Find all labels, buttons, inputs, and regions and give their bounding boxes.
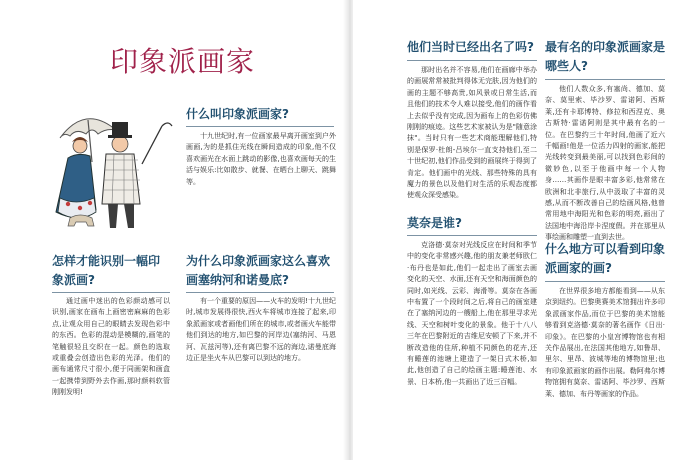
heading-most-famous-painters: 最有名的印象派画家是哪些人? [545,40,666,73]
heading-what-is-impressionist: 什么叫印象派画家? [186,107,289,121]
paragraph-how-to-identify: 通过画中迷出的色彩颜动感可以识别,画家在画布上画密密麻麻的色彩点,让观众用自己的眼睛去发现色彩中的东西。色彩的混动是模糊的,画笔的笔触很轻且交织在一起。颜色的选取或重叠会创造出色彩的光泽。他们的画布通常尺寸很小,便于同画架和画盒一起携带到野外去作画,那时颜料软管刚刚发明! [52,297,170,397]
heading-underline [52,292,170,293]
heading-underline [407,235,537,236]
gentleman-coat [102,154,140,204]
paragraph-most-famous-painters: 他们人数众多,有塞尚、德加、莫奈、莫里索、毕沙罗、雷诺阿、西斯莱,还有卡耶博特、修拉和西涅克、奥古斯特·雷诺阿则是其中最有名的一位。在巴黎约三十年时间,他画了近六千幅画!他是一位活力四射的画家,能把光线转变到最美丽,可以找到色彩间的微妙色,以至于他画中每一个人物身……其画作是眼丰富多彩,他常常在欧洲和北非旅行,从中汲取了丰富的灵感,从而不断改善自己的绘画风格,他曾常用地中海阳光和色彩的明亮,画出了法国地中海沿岸卡涅度假。并在那里从事绘画和雕塑一直到去世。 [545,85,665,242]
top-hat [112,122,128,136]
right-page [353,0,700,460]
heading-were-they-famous: 他们当时已经出名了吗? [407,40,534,54]
heading-underline [407,60,537,61]
heading-where-to-see: 什么地方可以看到印象派画家的画? [545,242,666,275]
left-page [0,0,347,460]
heading-underline [545,79,665,80]
heading-why-seine-normandy: 为什么印象派画家这么喜欢画塞纳河和诺曼底? [186,254,331,287]
walking-cane [142,126,162,164]
paragraph-what-is-impressionist: 十九世纪时,有一位画家最早离开画室到户外画画,为的是抓住光线在瞬间造成的印象,他不仅喜欢画光在水面上跳动的影像,也喜欢画每天的生活与娱乐:比如散步、就餐、在晒台上聊天、跳舞等。 [186,132,336,186]
heading-underline [186,292,334,293]
page-title: 印象派画家 [110,45,256,78]
heading-who-is-monet: 莫奈是谁? [407,216,462,230]
gentleman-head [112,136,128,152]
heading-underline [545,281,665,282]
paragraph-who-is-monet: 克洛德·莫奈对光线反应在时间和季节中的变化非常感兴趣,他的朋友兼老师欧仁·布丹也是如此,他们一起走出了画室去画变化的天空、水面,还有天空和海面颜色的同时,如光线、云彩、海滑等。莫奈在各画中布置了一个段时间之后,将自己的画室建在了塞纳河边的一艘船上,他在那里寻求光线、天空和树叶变化的景象。他于十八八三年在巴黎附近的吉维尼安顿了下来,并不断改造他的住所,种植不同颜色的花卉,还有睡莲的池塘上建造了一架日式木桥,如此,他创造了自己的绘画主题:睡莲池、水景、日本桥,他一共画出了近三百幅。 [407,241,537,386]
umbrella-couple-illustration [50,100,180,235]
heading-underline [186,126,334,127]
small-dog [68,215,94,226]
paragraph-were-they-famous: 那时出名并不容易,他们在画廊中举办的画展常常被批判得体无完肤,因为他们的画的主题不够高贵,如风景或日常生活,而且他们的技术令人难以接受,他们的画作看上去似乎没有完成,因为画布上的色彩仿佛刚刚的痕迹。这些艺术家被认为是"随意涂抹"。当时只有一些艺术商能理解他们,特别是保罗·杜朗-吕埃尔一直支持他们,至二十世纪初,他们作品受到的画展终于得到了肯定。他们画中的光线、那些特殊的具有魔力的景色以及他们对生活的乐观态度都使观众深受感染。 [407,66,537,200]
paragraph-where-to-see: 在世界很多地方都能看到——从东京到纽约。巴黎奥赛美术馆拥出许多印象派画家作品,而位于巴黎的美术馆能够看到克洛德·莫奈的著名画作《日出·印象》。在巴黎的小皇宫博物馆也有相关作品展出,在法国其他地方,如鲁昂、里尔、里昂、波城等地的博物馆里;也有印象派画家的画作出展。勒阿弗尔博物馆拥有莫奈、雷诺阿、毕沙罗、西斯莱、德加、布丹等画家的作品。 [545,287,665,398]
lady-head [73,139,87,153]
heading-how-to-identify: 怎样才能识别一幅印象派画? [52,254,161,287]
paragraph-why-seine-normandy: 有一个重要的原因——火车的发明!十九世纪时,城市发展得很快,西火车将城市连接了起来,印象派画家或者画他们所在的城市,或者画火车能带他们到达的地方,如巴黎的河岸边(塞纳河、马恩河、瓦兹河等),还有离巴黎不远的海边,诺曼底海边正是坐火车从巴黎可以到达的地方。 [186,297,336,363]
